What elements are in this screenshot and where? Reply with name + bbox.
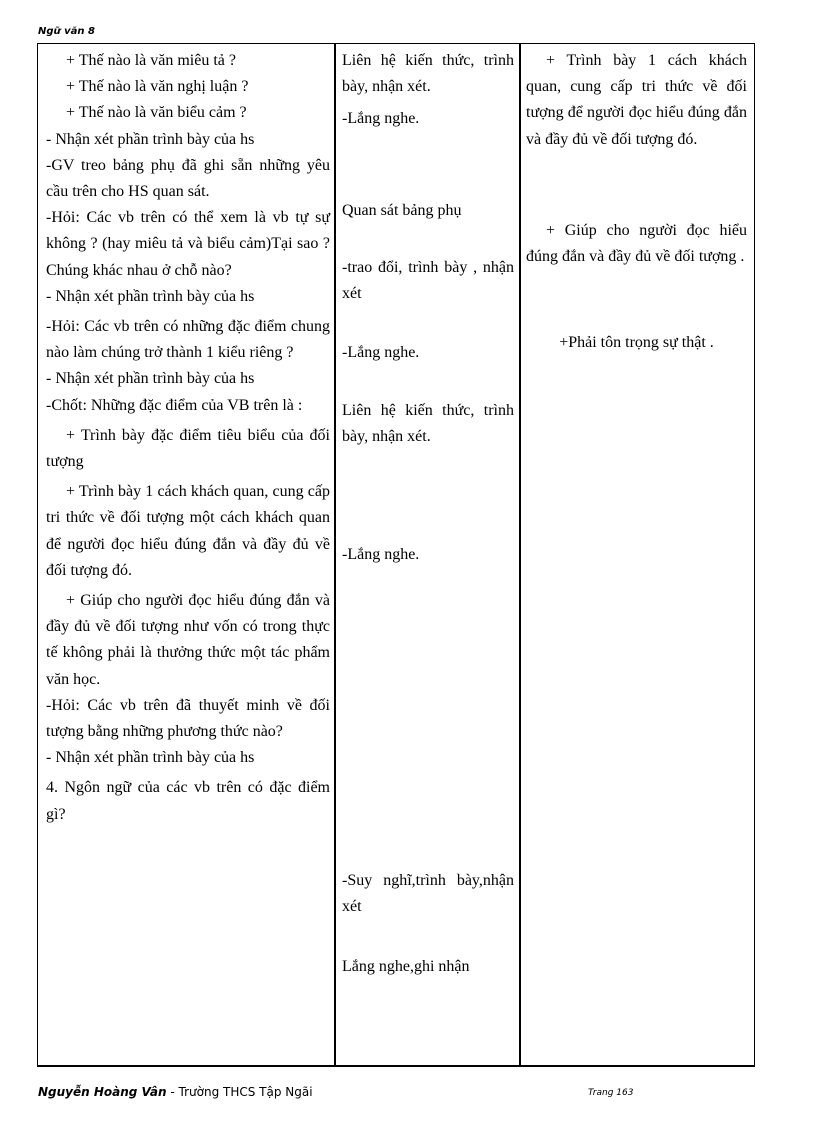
column-divider	[334, 44, 336, 1065]
conclusion-text: -Chốt: Những đặc điểm của VB trên là :	[46, 396, 303, 414]
student-activity: Liên hệ kiến thức, trình bày, nhận xét.	[342, 52, 514, 96]
teacher-activity-column	[46, 48, 330, 828]
column-divider	[519, 44, 521, 1065]
student-activity: Quan sát bảng phụ	[342, 202, 462, 219]
student-activity: -Lắng nghe.	[342, 344, 420, 361]
review-note: - Nhận xét phần trình bày của hs	[46, 370, 255, 388]
author-name: Nguyễn Hoàng Vân	[38, 1085, 167, 1099]
subject-header: Ngữ văn 8	[38, 26, 95, 37]
content-item: +Phải tôn trọng sự thật .	[559, 334, 714, 351]
content-item: + Giúp cho người đọc hiểu đúng đắn và đầy đủ về đối tượng .	[526, 222, 747, 266]
question-text: 4. Ngôn ngữ của các vb trên có đặc điểm gì?	[46, 779, 330, 823]
school-name: - Trường THCS Tập Ngãi	[166, 1085, 313, 1099]
question-text: -Hỏi: Các vb trên có thể xem là vb tự sự không ? (hay miêu tả và biểu cảm)Tại sao ? Chúng khác nhau ở chỗ nào?	[46, 209, 330, 279]
student-activity: -Suy nghĩ,trình bày,nhận xét	[342, 872, 514, 916]
question-text: -Hỏi: Các vb trên đã thuyết minh về đối tượng bằng những phương thức nào?	[46, 696, 330, 741]
feature-item: + Giúp cho người đọc hiểu đúng đắn và đầy đủ về đối tượng như vốn có trong thực tế không phải là thưởng thức một tác phẩm văn học.	[46, 592, 330, 688]
question-descriptive: + Thế nào là văn miêu tả ?	[66, 52, 236, 69]
question-text: -Hỏi: Các vb trên có những đặc điểm chung nào làm chúng trở thành 1 kiểu riêng ?	[46, 318, 330, 362]
content-item: + Trình bày 1 cách khách quan, cung cấp tri thức về đối tượng để người đọc hiểu đúng đắn và đầy đủ về đối tượng đó.	[526, 52, 747, 148]
lesson-table	[37, 43, 755, 1067]
page-number: Trang 163	[588, 1088, 634, 1098]
question-expressive: + Thế nào là văn biểu cảm ?	[66, 104, 247, 122]
student-activity: -Lắng nghe.	[342, 546, 420, 563]
board-instruction: -GV treo bảng phụ đã ghi sẵn những yêu cầu trên cho HS quan sát.	[46, 156, 330, 201]
footer-author	[38, 1085, 313, 1099]
review-note: - Nhận xét phần trình bày của hs	[46, 130, 255, 148]
student-activity: -Lắng nghe.	[342, 110, 420, 127]
review-note: - Nhận xét phần trình bày của hs	[46, 749, 255, 767]
feature-item: + Trình bày đặc điểm tiêu biểu của đối tượng	[46, 426, 330, 471]
student-activity: -trao đổi, trình bày , nhận xét	[342, 259, 514, 303]
question-argumentative: + Thế nào là văn nghị luận ?	[66, 78, 249, 96]
feature-item: + Trình bày 1 cách khách quan, cung cấp tri thức về đối tượng một cách khách quan để người đọc hiểu đúng đắn và đầy đủ về đối tượng đó.	[46, 483, 330, 579]
review-note: - Nhận xét phần trình bày của hs	[46, 287, 255, 305]
student-activity: Liên hệ kiến thức, trình bày, nhận xét.	[342, 402, 514, 446]
student-activity: Lắng nghe,ghi nhận	[342, 958, 470, 975]
